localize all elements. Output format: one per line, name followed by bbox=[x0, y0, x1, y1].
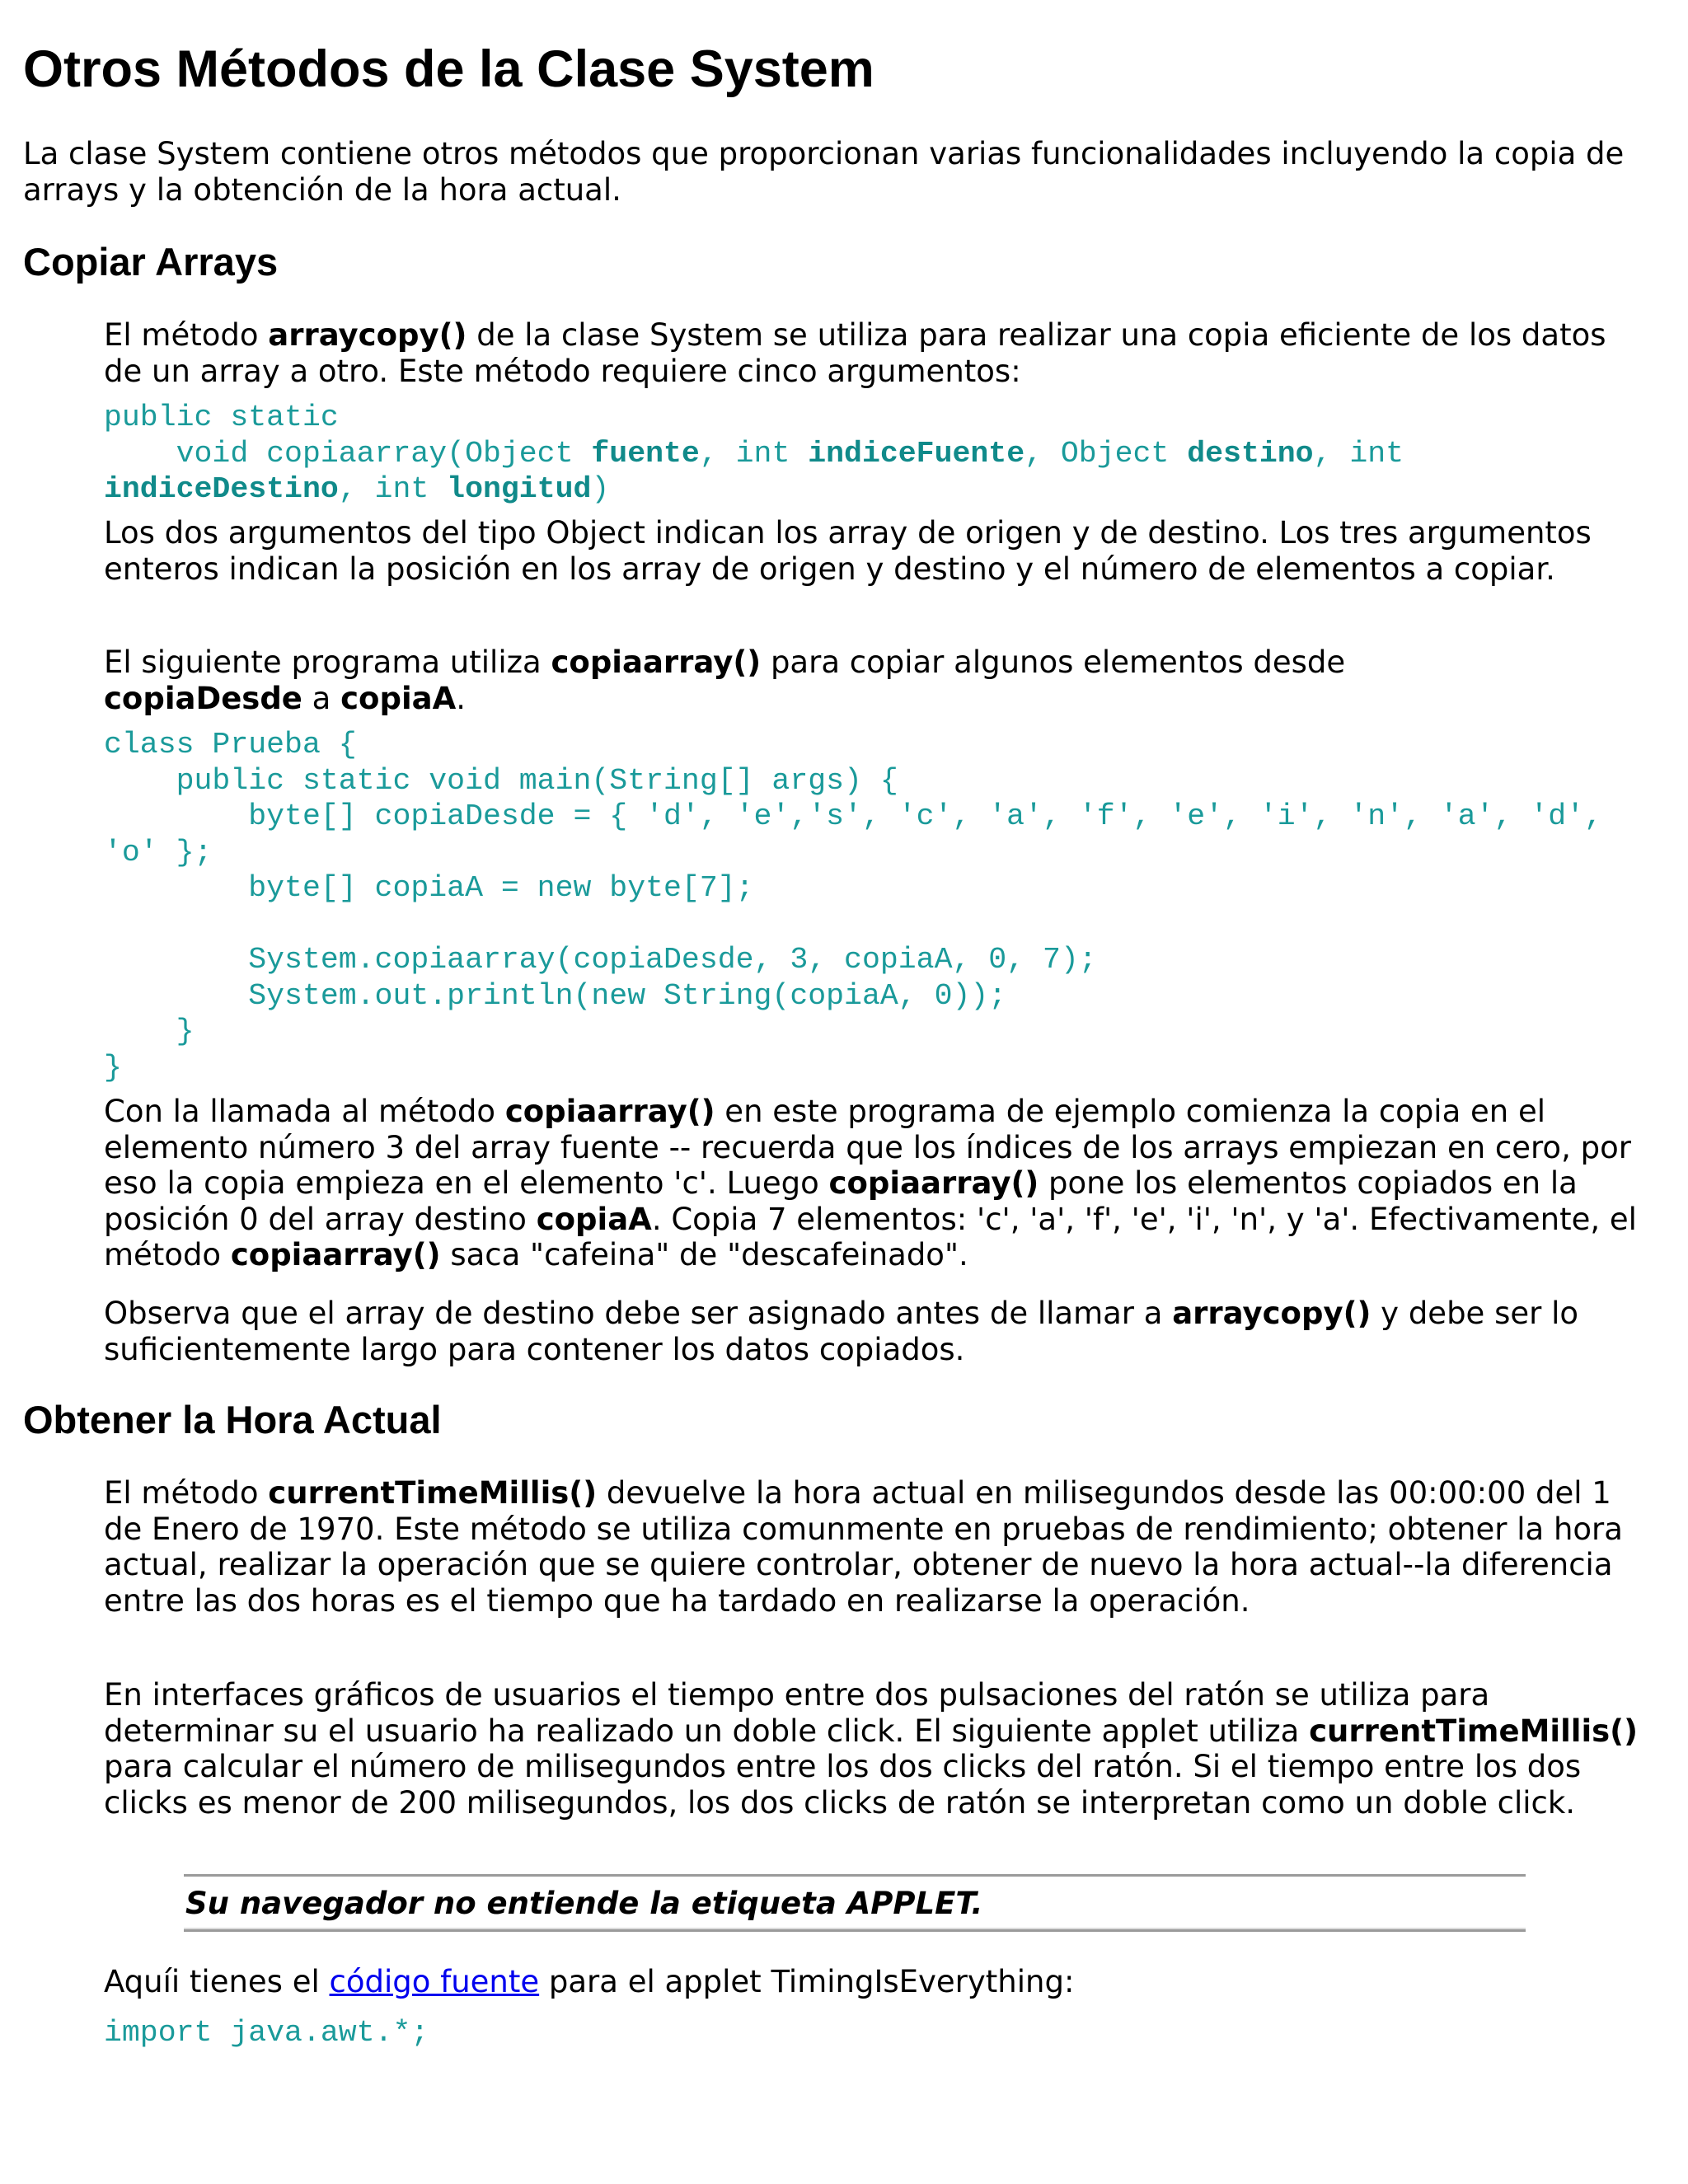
currenttimemillis-description: El método currentTimeMillis() devuelve la hora actual en milisegundos desde las 00:00:00 del 1 de Enero de 1970. Este método se utiliza comunmente en pruebas de rendimiento; obtener la hora actual, realizar la operación que se quiere controlar, obtener de nuevo la hora actual--la diferencia entre las dos horas es el tiempo que ha tardado en realizarse la operación. bbox=[104, 1475, 1623, 1619]
import-code: import java.awt.*; bbox=[104, 2016, 429, 2050]
double-click-explanation: En interfaces gráficos de usuarios el tiempo entre dos pulsaciones del ratón se utiliza para determinar su el usuario ha realizado un doble click. El siguiente applet utiliza currentTimeMillis() para calcular el número de milisegundos entre los dos clicks del ratón. Si el tiempo entre los dos clicks es menor de 200 milisegundos, los dos clicks de ratón se interpretan como un doble click. bbox=[104, 1677, 1638, 1821]
source-code-intro: Aquíi tienes el código fuente para el applet TimingIsEverything: bbox=[104, 1964, 1075, 1999]
copy-explanation: Con la llamada al método copiaarray() en este programa de ejemplo comienza la copia en el elemento número 3 del array fuente -- recuerda que los índices de los arrays empiezan en cero, por eso la copia empieza en el elemento 'c'. Luego copiaarray() pone los elementos copiados en la posición 0 del array destino copiaA. Copia 7 elementos: 'c', 'a', 'f', 'e', 'i', 'n', y 'a'. Efectivamente, el método copiaarray() saca "cafeina" de "descafeinado". bbox=[104, 1094, 1637, 1272]
arraycopy-method-name: arraycopy() bbox=[268, 317, 467, 353]
method-signature-code: public static void copiaarray(Object fuente, int indiceFuente, Object destino, int indiceDestino, int longitud) bbox=[104, 401, 1404, 506]
section-heading-hora-actual: Obtener la Hora Actual bbox=[23, 1398, 442, 1441]
intro-paragraph: La clase System contiene otros métodos que proporcionan varias funcionalidades incluyendo la copia de arrays y la obtención de la hora actual. bbox=[23, 136, 1625, 208]
applet-placeholder bbox=[184, 1874, 1526, 1932]
program-intro: El siguiente programa utiliza copiaarray() para copiar algunos elementos desde copiaDesde a copiaA. bbox=[104, 644, 1346, 716]
source-code-link[interactable]: código fuente bbox=[329, 1964, 540, 1999]
arraycopy-description: El método arraycopy() de la clase System se utiliza para realizar una copia eficiente de los datos de un array a otro. Este método requiere cinco argumentos: bbox=[104, 317, 1606, 389]
section-heading-copiar-arrays: Copiar Arrays bbox=[23, 240, 279, 284]
prueba-code-block: class Prueba { public static void main(String[] args) { byte[] copiaDesde = { 'd', 'e','s', 'c', 'a', 'f', 'e', 'i', 'n', 'a', 'd', 'o' }; byte[] copiaA = new byte[7]; System.copiaarray(copiaDesde, 3, copiaA, 0, 7); System.out.println(new String(copiaA, 0)); } } bbox=[104, 728, 1602, 1085]
applet-unsupported-message: Su navegador no entiende la etiqueta APPLET. bbox=[185, 1886, 983, 1921]
arguments-explanation: Los dos argumentos del tipo Object indican los array de origen y de destino. Los tres argumentos enteros indican la posición en los array de origen y destino y el número de elementos a copiar. bbox=[104, 515, 1592, 587]
destination-note: Observa que el array de destino debe ser asignado antes de llamar a arraycopy() y debe ser lo suficientemente largo para contener los datos copiados. bbox=[104, 1296, 1579, 1367]
page-title: Otros Métodos de la Clase System bbox=[23, 40, 874, 98]
